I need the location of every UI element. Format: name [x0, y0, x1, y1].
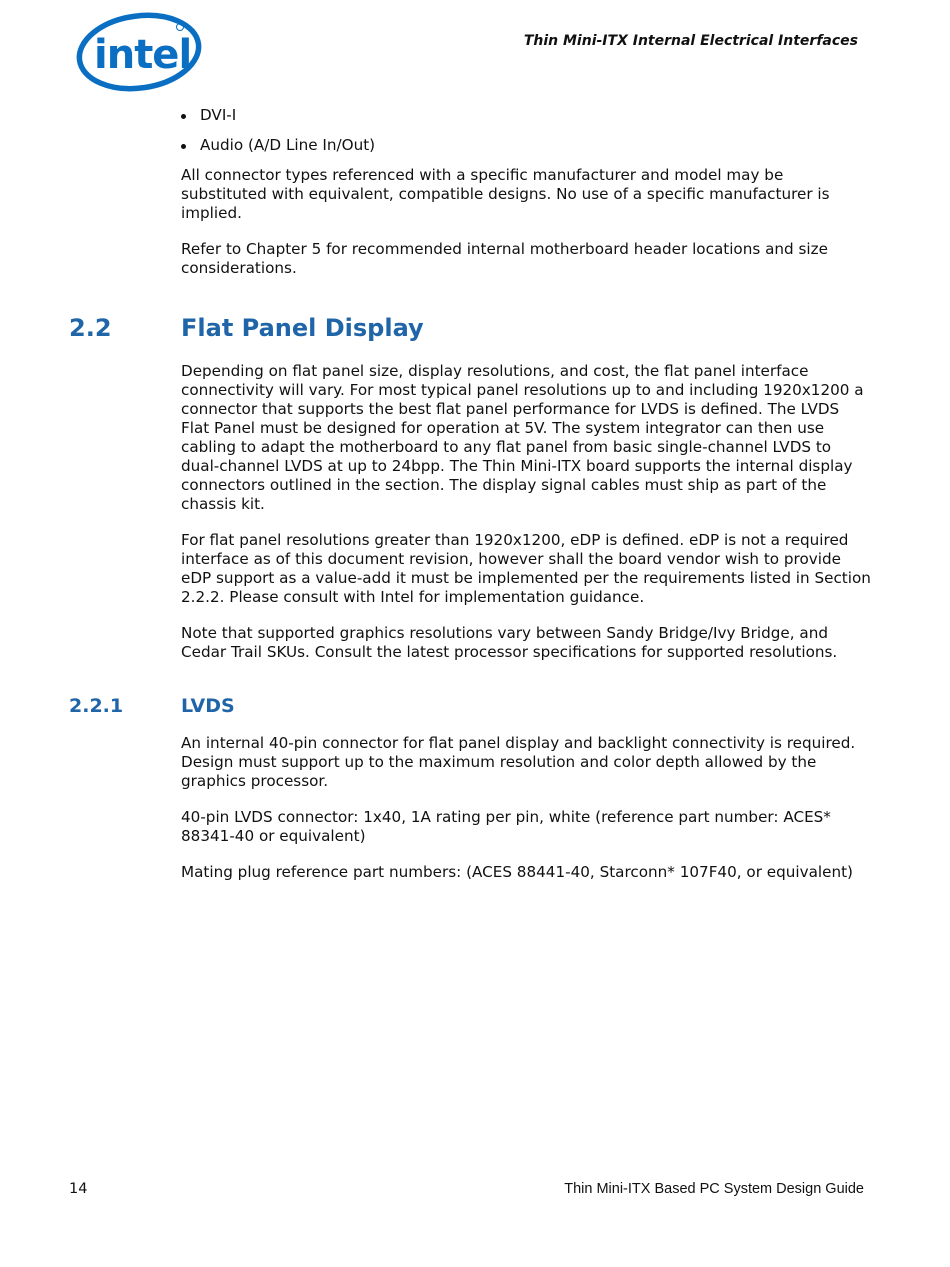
paragraph: An internal 40-pin connector for flat panel display and backlight connectivity is required. Design must support up to the maximum resolution and color depth allowed by the graphics processor. — [181, 734, 856, 790]
section-title: LVDS — [181, 695, 235, 717]
page-number: 14 — [69, 1181, 88, 1197]
intel-logo — [76, 8, 204, 92]
footer-doc-title: Thin Mini-ITX Based PC System Design Guide — [564, 1181, 864, 1197]
section-heading-2-2-1 — [69, 694, 871, 718]
bullet-item: Audio (A/D Line In/Out) — [181, 136, 871, 155]
connector-bullet-list — [181, 106, 871, 155]
paragraph: Refer to Chapter 5 for recommended internal motherboard header locations and size considerations. — [181, 240, 828, 277]
paragraph: 40-pin LVDS connector: 1x40, 1A rating per pin, white (reference part number: ACES* 88341-40 or equivalent) — [181, 808, 831, 845]
paragraph: Depending on flat panel size, display resolutions, and cost, the flat panel interface connectivity will vary. For most typical panel resolutions up to and including 1920x1200 a connector that supports the best flat panel performance for LVDS is defined. The LVDS Flat Panel must be designed for operation at 5V. The system integrator can then use cabling to adapt the motherboard to any flat panel from basic single-channel LVDS to dual-channel LVDS at up to 24bpp. The Thin Mini-ITX board supports the internal display connectors outlined in the section. The display signal cables must ship as part of the chassis kit. — [181, 362, 864, 513]
logo-wordmark: intel — [94, 32, 192, 78]
paragraph: Note that supported graphics resolutions vary between Sandy Bridge/Ivy Bridge, and Cedar Trail SKUs. Consult the latest processor specifications for supported resolutions. — [181, 624, 838, 661]
paragraph: For flat panel resolutions greater than 1920x1200, eDP is defined. eDP is not a required interface as of this document revision, however shall the board vendor wish to provide eDP support as a value-add it must be implemented per the requirements listed in Section 2.2.2. Please consult with Intel for implementation guidance. — [181, 531, 871, 606]
paragraph: Mating plug reference part numbers: (ACES 88441-40, Starconn* 107F40, or equivalent) — [181, 863, 853, 881]
section-number: 2.2.1 — [69, 695, 124, 717]
running-header: Thin Mini-ITX Internal Electrical Interfaces — [523, 33, 858, 49]
section-number: 2.2 — [69, 314, 112, 342]
page-content — [69, 106, 871, 899]
section-heading-2-2 — [69, 313, 871, 343]
bullet-item: DVI-I — [181, 106, 871, 125]
section-title: Flat Panel Display — [181, 314, 424, 342]
paragraph: All connector types referenced with a specific manufacturer and model may be substituted with equivalent, compatible designs. No use of a specific manufacturer is implied. — [181, 166, 830, 222]
